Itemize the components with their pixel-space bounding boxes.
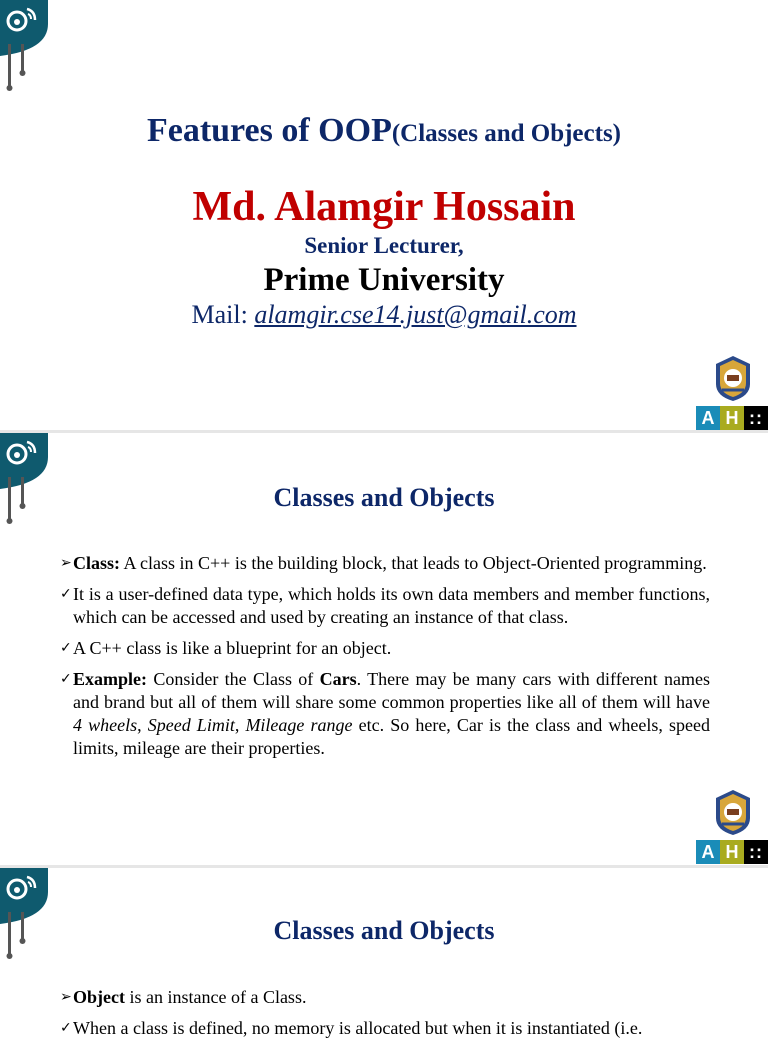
tile-a: A [696, 406, 720, 430]
check-bullet-icon: ✓ [60, 586, 72, 602]
bullet-text: A C++ class is like a blueprint for an object. [73, 638, 392, 658]
university-logo [696, 788, 768, 870]
italic-term: 4 wheels [73, 715, 138, 735]
tile-a: A [696, 840, 720, 864]
check-bullet-icon: ✓ [60, 1020, 72, 1036]
ah-tiles [696, 406, 768, 430]
slide-title [0, 0, 768, 430]
italic-term: Speed Limit [147, 715, 235, 735]
list-item [60, 637, 710, 660]
list-item [60, 1017, 710, 1040]
arrow-bullet-icon: ➢ [60, 555, 72, 571]
university-name: Prime University [263, 262, 505, 298]
term-example: Example: [73, 669, 147, 689]
bullet-text: is an instance of a Class. [124, 987, 307, 1007]
bullet-text: , [137, 715, 148, 735]
tile-dots: :: [744, 840, 768, 864]
tile-h: H [720, 840, 744, 864]
arrow-bullet-icon: ➢ [60, 989, 72, 1005]
tile-h: H [720, 406, 744, 430]
slide-classes-objects [0, 433, 768, 865]
term-class: Class: [73, 553, 121, 573]
bullet-text: . There may be many cars with different names and brand but all of them will share some common properties like all of them will have [73, 669, 710, 712]
list-item [60, 583, 710, 629]
list-item [60, 986, 710, 1009]
university-crest-icon [712, 788, 754, 836]
author-role: Senior Lecturer, [304, 233, 464, 258]
list-item [60, 668, 710, 760]
bullet-list [60, 552, 710, 768]
tile-dots: :: [744, 406, 768, 430]
check-bullet-icon: ✓ [60, 640, 72, 656]
check-bullet-icon: ✓ [60, 671, 72, 687]
bullet-text: It is a user-defined data type, which holds its own data members and member functions, which can be accessed and used by creating an instance of that class. [73, 584, 710, 627]
bullet-text: Consider the Class of [147, 669, 320, 689]
bullet-text: When a class is defined, no memory is allocated but when it is instantiated (i.e. [73, 1018, 643, 1038]
term-cars: Cars [319, 669, 357, 689]
ah-tiles [696, 840, 768, 864]
italic-term: Mileage range [245, 715, 353, 735]
university-crest-icon [712, 354, 754, 402]
slide-heading: Classes and Objects [273, 916, 495, 945]
bullet-list [60, 986, 710, 1048]
presentation-title [0, 112, 768, 150]
bullet-text: etc. So here, Car is the class and wheels, speed limits, mileage are their properties. [73, 715, 710, 758]
title-subtitle: (Classes and Objects) [391, 120, 622, 147]
mail-label: Mail: [191, 300, 255, 329]
contact-mail [0, 300, 768, 330]
weibo-corner-decoration [0, 0, 60, 110]
author-name: Md. Alamgir Hossain [192, 184, 576, 230]
term-object: Object [73, 987, 125, 1007]
slide-objects [0, 868, 768, 1038]
bullet-text: A class in C++ is the building block, that leads to Object-Oriented programming. [120, 553, 707, 573]
list-item [60, 552, 710, 575]
slide-heading: Classes and Objects [273, 483, 495, 512]
mail-address-link[interactable]: alamgir.cse14.just@gmail.com [254, 300, 577, 329]
title-main: Features of OOP [146, 112, 392, 149]
university-logo [696, 354, 768, 436]
bullet-text: , [234, 715, 246, 735]
